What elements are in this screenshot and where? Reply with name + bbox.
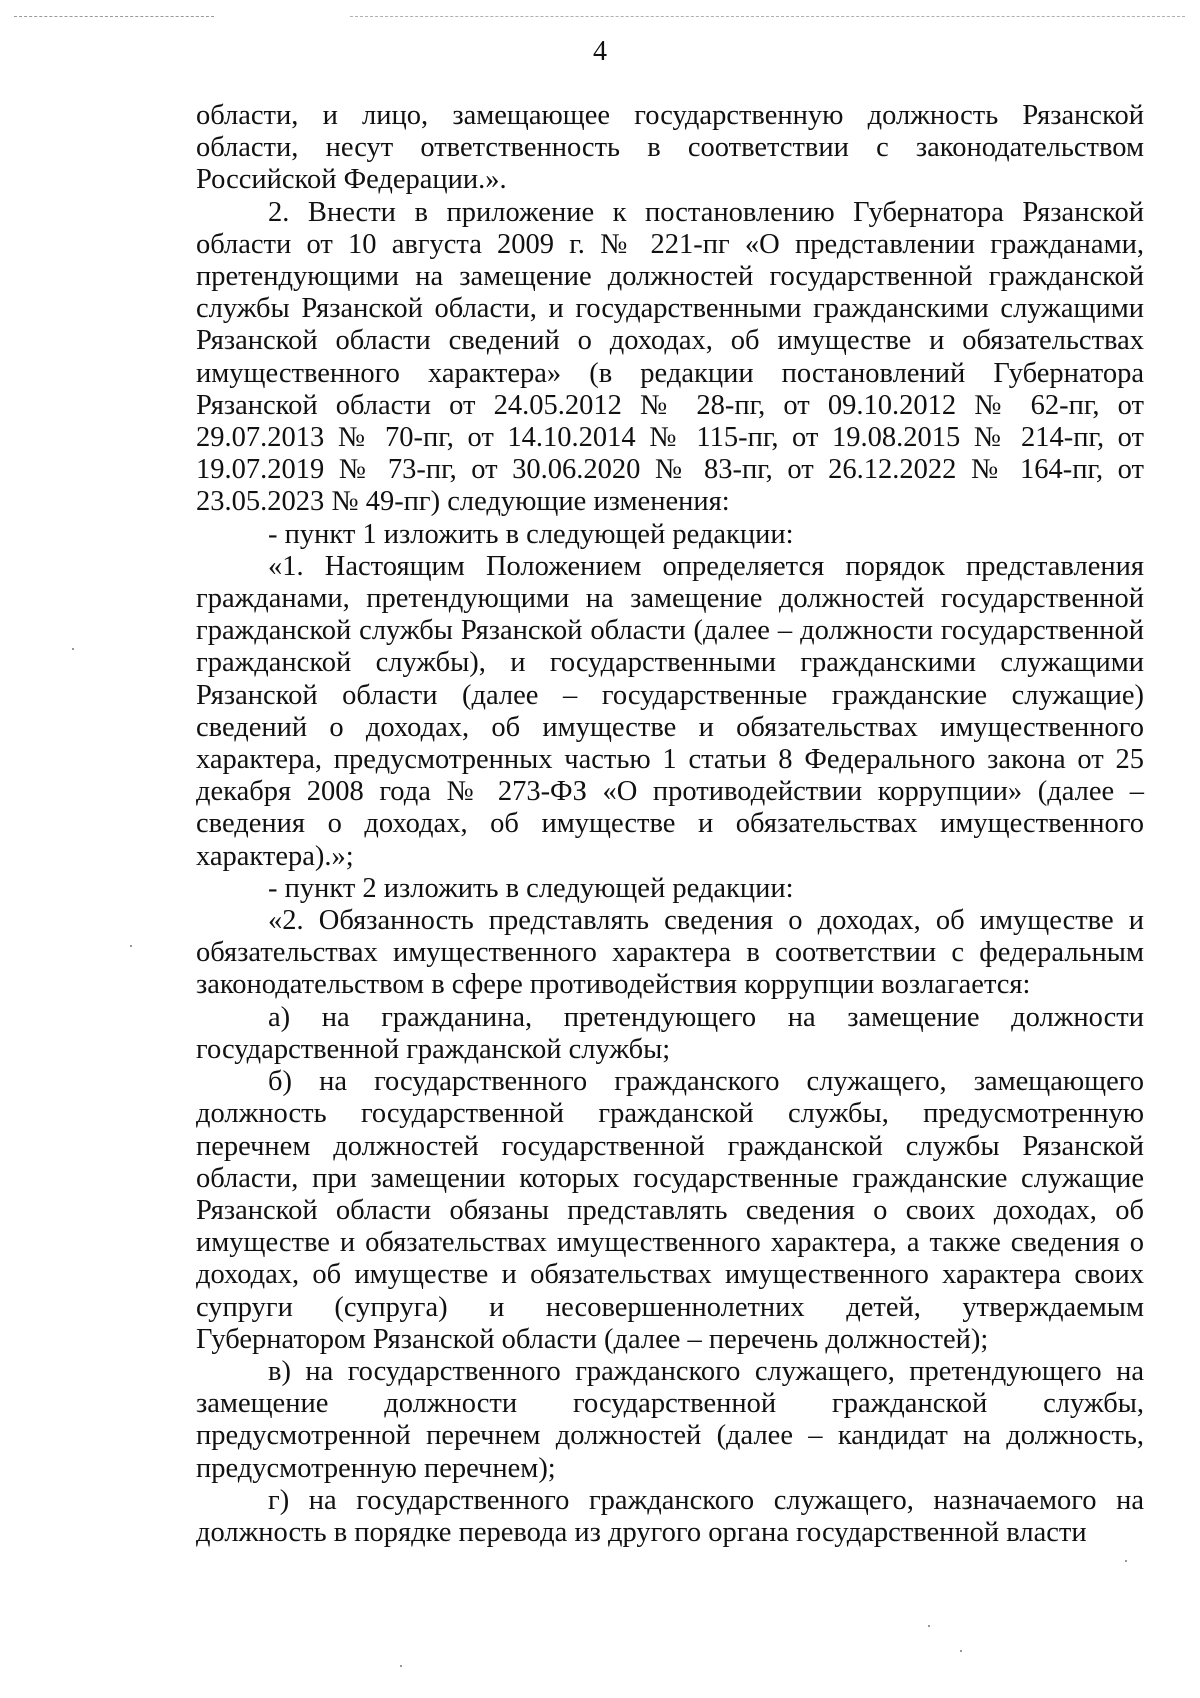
scan-edge-left — [14, 16, 214, 17]
paragraph: области, и лицо, замещающее государственную должность Рязанской области, несут ответственность в соответствии с законодательством Российской Федерации.». — [196, 100, 1144, 196]
paragraph: б) на государственного гражданского служащего, замещающего должность государственной гражданской службы, предусмотренную перечнем должностей государственной гражданской службы Рязанской области, при замещении которых государственные гражданские служащие Рязанской области обязаны представлять сведения о своих доходах, об имуществе и обязательствах имущественного характера, а также сведения о доходах, об имуществе и обязательствах имущественного характера своих супруги (супруга) и несовершеннолетних детей, утверждаемым Губернатором Рязанской области (далее – перечень должностей); — [196, 1066, 1144, 1355]
document-body — [196, 100, 1144, 1549]
scan-speck — [928, 1625, 930, 1627]
paragraph: «2. Обязанность представлять сведения о доходах, об имуществе и обязательствах имущественного характера в соответствии с федеральным законодательством в сфере противодействия коррупции возлагается: — [196, 905, 1144, 1001]
paragraph: «1. Настоящим Положением определяется порядок представления гражданами, претендующими на замещение должностей государственной гражданской службы Рязанской области (далее – должности государственной гражданской службы), и государственными гражданскими служащими Рязанской области (далее – государственные гражданские служащие) сведений о доходах, об имуществе и обязательствах имущественного характера, предусмотренных частью 1 статьи 8 Федерального закона от 25 декабря 2008 года № 273-ФЗ «О противодействии коррупции» (далее – сведения о доходах, об имуществе и обязательствах имущественного характера).»; — [196, 550, 1144, 872]
page-number: 4 — [593, 36, 607, 67]
paragraph: в) на государственного гражданского служащего, претендующего на замещение должности государственной гражданской службы, предусмотренной перечнем должностей (далее – кандидат на должность, предусмотренную перечнем); — [196, 1355, 1144, 1484]
scan-speck — [960, 1650, 962, 1652]
paragraph: - пункт 2 изложить в следующей редакции: — [268, 872, 794, 904]
scan-speck — [400, 1665, 402, 1667]
paragraph: 2. Внести в приложение к постановлению Губернатора Рязанской области от 10 августа 2009 г. № 221-пг «О представлении гражданами, претендующими на замещение должностей государственной гражданской службы Рязанской области, и государственными гражданскими служащими Рязанской области сведений о доходах, об имуществе и обязательствах имущественного характера» (в редакции постановлений Губернатора Рязанской области от 24.05.2012 № 28-пг, от 09.10.2012 № 62-пг, от 29.07.2013 № 70-пг, от 14.10.2014 № 115-пг, от 19.08.2015 № 214-пг, от 19.07.2019 № 73-пг, от 30.06.2020 № 83-пг, от 26.12.2022 № 164-пг, от 23.05.2023 № 49-пг) следующие изменения: — [196, 196, 1144, 518]
paragraph: а) на гражданина, претендующего на замещение должности государственной гражданской службы; — [196, 1001, 1144, 1065]
scan-speck — [1125, 1560, 1127, 1562]
paragraph: - пункт 1 изложить в следующей редакции: — [268, 518, 794, 550]
paragraph: г) на государственного гражданского служащего, назначаемого на должность в порядке перевода из другого органа государственной власти — [196, 1484, 1144, 1548]
scan-speck — [130, 945, 132, 947]
scan-edge-right — [350, 16, 1185, 17]
scan-speck — [72, 648, 74, 650]
